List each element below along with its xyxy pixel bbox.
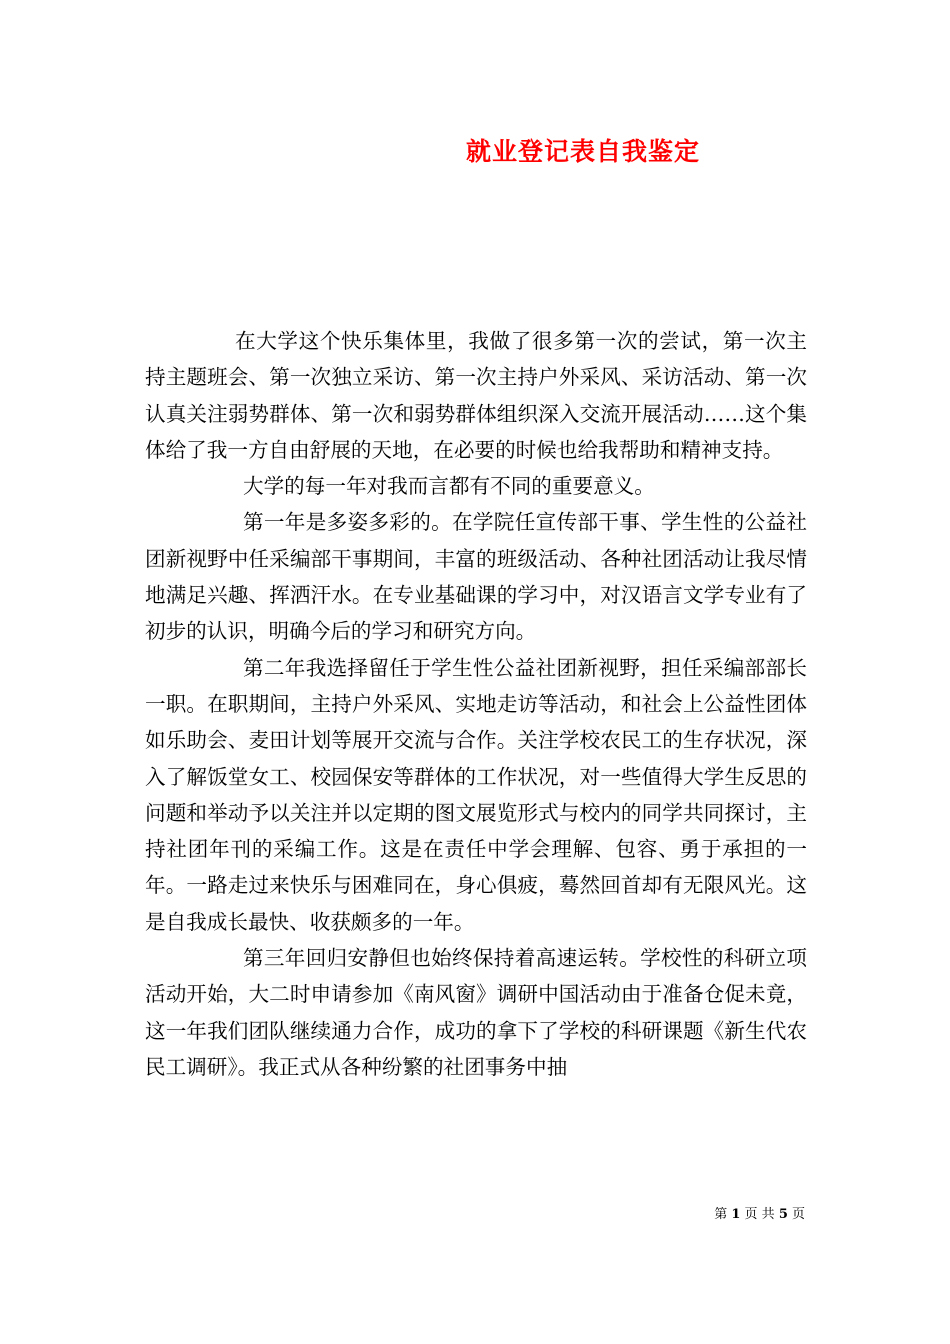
- footer-middle: 页 共: [740, 1207, 779, 1222]
- footer-suffix: 页: [787, 1207, 805, 1222]
- paragraph-intro: 在大学这个快乐集体里，我做了很多第一次的尝试，第一次主持主题班会、第一次独立采访、第一次主持户外采风、采访活动、第一次认真关注弱势群体、第一次和弱势群体组织深入交流开展活动……这个集体给了我一方自由舒展的天地，在必要的时候也给我帮助和精神支持。: [145, 329, 807, 462]
- paragraph-second-year: 第二年我选择留任于学生性公益社团新视野，担任采编部部长一职。在职期间，主持户外采风、实地走访等活动，和社会上公益性团体如乐助会、麦田计划等展开交流与合作。关注学校农民工的生存状况，深入了解饭堂女工、校园保安等群体的工作状况，对一些值得大学生反思的问题和举动予以关注并以定期的图文展览形式与校内的同学共同探讨，主持社团年刊的采编工作。这是在责任中学会理解、包容、勇于承担的一年。一路走过来快乐与困难同在，身心俱疲，蓦然回首却有无限风光。这是自我成长最快、收获颇多的一年。: [145, 655, 807, 934]
- page-number-footer: [714, 1203, 805, 1222]
- document-body: [145, 323, 807, 1085]
- footer-prefix: 第: [714, 1207, 732, 1222]
- paragraph-first-year: 第一年是多姿多彩的。在学院任宣传部干事、学生性的公益社团新视野中任采编部干事期间，丰富的班级活动、各种社团活动让我尽情地满足兴趣、挥洒汗水。在专业基础课的学习中，对汉语言文学专业有了初步的认识，明确今后的学习和研究方向。: [145, 510, 807, 644]
- paragraph-third-year: 第三年回归安静但也始终保持着高速运转。学校性的科研立项活动开始，大二时申请参加《南风窗》调研中国活动由于准备仓促未竟，这一年我们团队继续通力合作，成功的拿下了学校的科研课题《新生代农民工调研》。我正式从各种纷繁的社团事务中抽: [145, 946, 807, 1079]
- paragraph-yearly-meaning: 大学的每一年对我而言都有不同的重要意义。: [243, 474, 655, 499]
- footer-total-pages: 5: [778, 1207, 788, 1222]
- footer-current-page: 1: [731, 1207, 741, 1222]
- document-title: 就业登记表自我鉴定: [465, 137, 700, 166]
